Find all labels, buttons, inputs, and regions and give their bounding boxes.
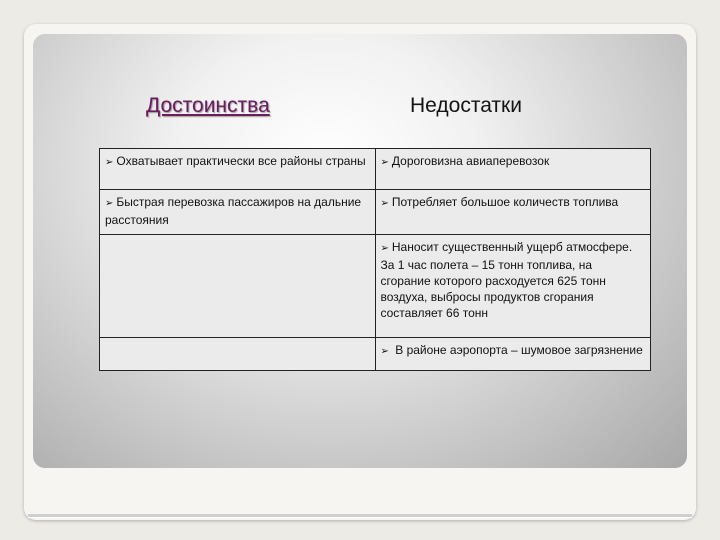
advantage-cell [100, 149, 376, 190]
disadvantage-cell [375, 235, 651, 338]
advantage-text: Быстрая перевозка пассажиров на дальние расстояния [105, 195, 362, 227]
advantage-text: Охватывает практически все районы страны [116, 154, 366, 168]
bullet-arrow-icon: ➢ [105, 198, 114, 209]
comparison-table [99, 148, 651, 371]
bullet-arrow-icon: ➢ [380, 157, 389, 168]
advantage-cell [100, 190, 376, 235]
bullet-arrow-icon: ➢ [380, 243, 389, 254]
table-row [100, 149, 651, 190]
disadvantage-text: Дороговизна авиаперевозок [391, 154, 550, 168]
advantage-cell-empty [100, 338, 376, 371]
bullet-arrow-icon: ➢ [105, 157, 114, 168]
disadvantage-text: В районе аэропорта – шумовое загрязнение [391, 343, 643, 357]
table-row [100, 338, 651, 371]
table-row [100, 235, 651, 338]
bottom-divider [28, 514, 692, 518]
bullet-arrow-icon: ➢ [380, 198, 389, 209]
disadvantage-text: Потребляет большое количеств топлива [391, 195, 619, 209]
disadvantage-cell [375, 149, 651, 190]
advantages-heading: Достоинства [146, 94, 270, 117]
disadvantage-cell [375, 338, 651, 371]
disadvantage-text: Наносит существенный ущерб атмосфере. За 1 час полета – 15 тонн топлива, на сгорание которого расходуется 625 тонн воздуха, выбросы продуктов сгорания составляет 66 тонн [380, 240, 633, 320]
disadvantages-heading: Недостатки [410, 94, 522, 117]
advantage-cell-empty [100, 235, 376, 338]
disadvantage-cell [375, 190, 651, 235]
table-row [100, 190, 651, 235]
bullet-arrow-icon: ➢ [380, 346, 389, 357]
